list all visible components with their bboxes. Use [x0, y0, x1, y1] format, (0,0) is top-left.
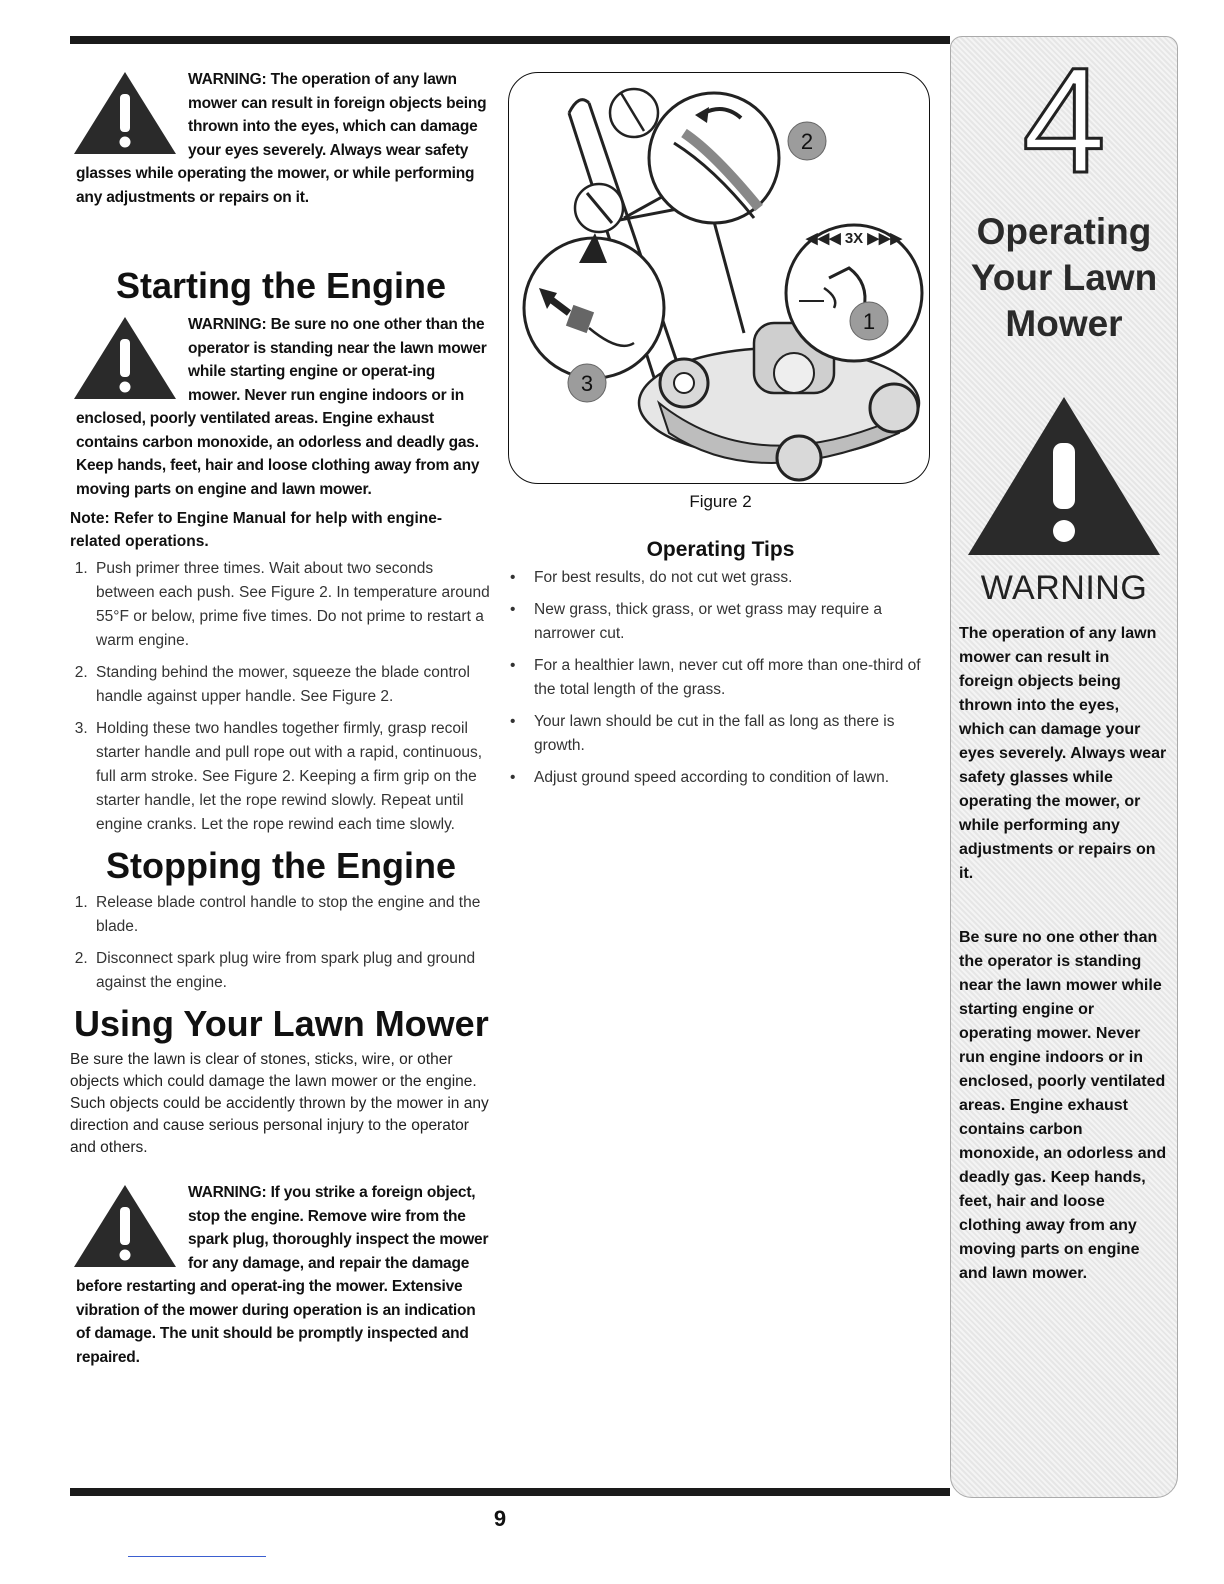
primer-arrows-label: ◀◀◀ 3X ▶▶▶ — [806, 230, 902, 247]
list-item: 2. Standing behind the mower, squeeze the blade control handle against upper handle. See Figure 2. — [92, 661, 490, 709]
starting-steps-list — [70, 557, 490, 837]
stopping-steps-list — [70, 891, 490, 995]
engine-manual-note: Note: Refer to Engine Manual for help with engine-related operations. — [70, 510, 443, 550]
list-item: • New grass, thick grass, or wet grass may require a narrower cut. — [508, 598, 933, 646]
chapter-title-line-1: Operating — [976, 211, 1152, 252]
warning-triangle-icon — [70, 313, 180, 403]
chapter-title-line-3: Mower — [1005, 303, 1123, 344]
callout-3: 3 — [580, 371, 594, 396]
operating-tips-heading: Operating Tips — [646, 538, 795, 561]
operating-tips-list — [508, 566, 933, 790]
using-mower-paragraph: Be sure the lawn is clear of stones, sticks, wire, or other objects which could damage the lawn mower or the engine. Such objects could be accidently thrown by the mower in any direction and cause serious personal injury to the operator and others. — [70, 1051, 489, 1156]
figure-caption: Figure 2 — [689, 492, 752, 511]
list-item: 1. Release blade control handle to stop the engine and the blade. — [92, 891, 490, 939]
stopping-engine-heading: Stopping the Engine — [106, 845, 456, 886]
warning-triangle-icon — [70, 1181, 180, 1271]
eye-warning-block — [70, 68, 490, 209]
starting-warning-block — [70, 313, 490, 501]
page-number: 9 — [493, 1506, 507, 1531]
callout-1: 1 — [862, 309, 876, 334]
blue-underline — [128, 1556, 266, 1557]
figure-2-illustration — [508, 72, 930, 484]
top-rule — [70, 36, 950, 44]
list-item: 3. Holding these two handles together firmly, grasp recoil starter handle and pull rope out with a rapid, continuous, full arm stroke. See Figure 2. Keeping a firm grip on the starter handle, let the rope rewind slowly. Repeat until engine cranks. Let the rope rewind each time slowly. — [92, 717, 490, 837]
warning-triangle-icon — [964, 391, 1164, 561]
starting-engine-heading: Starting the Engine — [116, 265, 447, 306]
lawn-mower-illustration — [509, 73, 929, 483]
sidebar-warning-heading: WARNING — [980, 569, 1148, 607]
sidebar-warning-text-2: Be sure no one other than the operator is standing near the lawn mower while starting engine or operating mower. Never run engine indoors or in enclosed, poorly ventilated areas. Engine exhaust contains carbon monoxide, an odorless and deadly gas. Keep hands, feet, hair and loose clothing away from any moving parts on engine and lawn mower. — [959, 929, 1167, 1282]
list-item: • For a healthier lawn, never cut off more than one-third of the total length of the grass. — [508, 654, 933, 702]
list-item: • Your lawn should be cut in the fall as long as there is growth. — [508, 710, 933, 758]
chapter-title — [951, 209, 1177, 347]
foreign-object-warning-text: WARNING: If you strike a foreign object, stop the engine. Remove wire from the spark plug, thoroughly inspect the mower for any damage, and repair the damage before restarting and operat-ing the mower. Extensive vibration of the mower during operation is an indication of damage. The unit should be promptly inspected and repaired. — [76, 1184, 489, 1366]
list-item: • For best results, do not cut wet grass. — [508, 566, 933, 590]
list-item: • Adjust ground speed according to condition of lawn. — [508, 766, 933, 790]
bottom-rule — [70, 1488, 950, 1496]
middle-column — [508, 72, 933, 798]
chapter-sidebar — [950, 36, 1178, 1498]
eye-warning-text: WARNING: The operation of any lawn mower can result in foreign objects being thrown into the eyes, which can damage your eyes severely. Always wear safety glasses while operating the mower, or while performing any adjustments or repairs on it. — [76, 71, 487, 206]
starting-warning-text: WARNING: Be sure no one other than the operator is standing near the lawn mower while starting engine or operat-ing mower. Never run engine indoors or in enclosed, poorly ventilated areas. Engine exhaust contains carbon monoxide, an odorless and deadly gas. Keep hands, feet, hair and loose clothing away from any moving parts on engine and lawn mower. — [76, 316, 487, 498]
left-column — [70, 60, 490, 1369]
foreign-object-warning-block — [70, 1181, 490, 1369]
sidebar-warning-text-1: The operation of any lawn mower can result in foreign objects being thrown into the eyes, which can damage your eyes severely. Always wear safety glasses while operating the mower, or while performing any adjustments or repairs on it. — [959, 625, 1167, 882]
using-mower-heading: Using Your Lawn Mower — [74, 1003, 489, 1044]
list-item: 2. Disconnect spark plug wire from spark plug and ground against the engine. — [92, 947, 490, 995]
chapter-number: 4 — [1022, 36, 1106, 204]
chapter-title-line-2: Your Lawn — [970, 257, 1158, 298]
list-item: 1. Push primer three times. Wait about two seconds between each push. See Figure 2. In temperature around 55°F or below, prime five times. Do not prime to restart a warm engine. — [92, 557, 490, 653]
callout-2: 2 — [800, 129, 814, 154]
warning-triangle-icon — [70, 68, 180, 158]
